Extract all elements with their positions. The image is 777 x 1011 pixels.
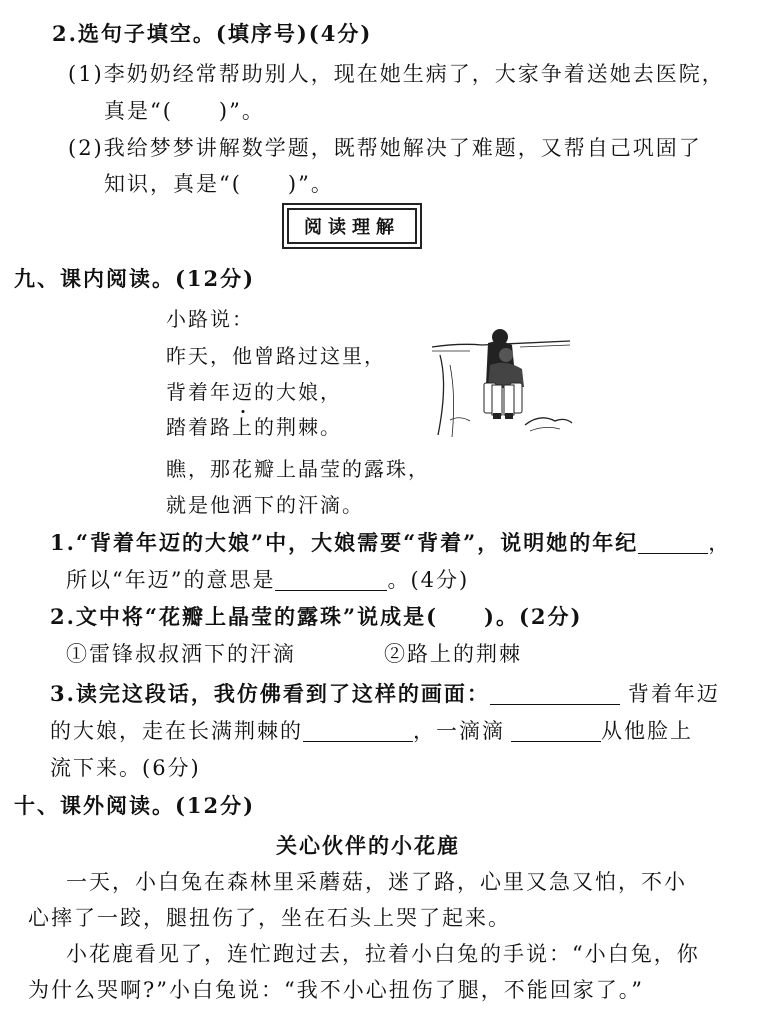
- story-p1-line1: 一天，小白兔在森林里采蘑菇，迷了路，心里又急又怕，不小: [66, 870, 687, 894]
- poem-line-4: 踏着路上的荆棘。: [166, 415, 342, 439]
- answer-blank[interactable]: [275, 570, 387, 591]
- answer-blank[interactable]: [638, 533, 708, 554]
- section-9-q3-text-4: ，一滴滴: [413, 719, 505, 743]
- question-2-item2-line1: (2)我给梦梦讲解数学题，既帮她解决了难题，又帮自己巩固了: [68, 136, 702, 160]
- poem-line-6: 就是他洒下的汗滴。: [166, 493, 364, 517]
- story-title: 关心伙伴的小花鹿: [276, 834, 460, 858]
- section-9-q2: 2.文中将“花瓣上晶莹的露珠”说成是( )。(2分): [50, 604, 583, 629]
- section-9-heading: 九、课内阅读。(12分): [14, 266, 256, 291]
- section-9-q1-line1: [50, 527, 731, 557]
- reading-comprehension-banner: 阅读理解: [282, 203, 422, 249]
- question-2-item1-line1: (1)李奶奶经常帮助别人，现在她生病了，大家争着送她去医院，: [68, 62, 725, 86]
- poem-emphasized-word: 迈: [232, 376, 254, 405]
- section-9-q3-text: 3.读完这段话，我仿佛看到了这样的画面：: [50, 681, 490, 706]
- answer-blank[interactable]: [490, 684, 620, 705]
- question-2-item2-line2: 知识，真是“( )”。: [104, 172, 334, 196]
- section-9-q3-text-5: 从他脸上: [601, 719, 693, 743]
- poem-line-3: [166, 376, 342, 405]
- question-2-title: 2.选句子填空。(填序号)(4分): [52, 21, 373, 46]
- poem-line-1: 小路说：: [166, 307, 254, 331]
- section-9-q1-meaning-text: 所以“年迈”的意思是: [66, 568, 276, 592]
- answer-blank[interactable]: [511, 721, 601, 742]
- story-p2-line1: 小花鹿看见了，连忙跑过去，拉着小白兔的手说：“小白兔，你: [66, 942, 700, 966]
- section-9-q1-comma: ，: [708, 531, 732, 555]
- section-9-q3-line3: 流下来。(6分): [50, 756, 201, 780]
- poem-line-3-end: 的大娘，: [254, 380, 342, 404]
- section-10-heading: 十、课外阅读。(12分): [14, 793, 256, 818]
- poem-line-3-start: 背着年: [166, 380, 232, 404]
- story-p2-line2: 为什么哭啊?”小白兔说：“我不小心扭伤了腿，不能回家了。”: [28, 978, 644, 1002]
- section-9-q1-line2: [66, 564, 469, 594]
- poem-line-2: 昨天，他曾路过这里，: [166, 344, 386, 368]
- answer-blank[interactable]: [303, 721, 413, 742]
- section-9-q1-text: 1.“背着年迈的大娘”中，大娘需要“背着”，说明她的年纪: [50, 530, 639, 555]
- section-9-q3-text-3: 的大娘，走在长满荆棘的: [50, 719, 303, 743]
- poem-line-5: 瞧，那花瓣上晶莹的露珠，: [166, 457, 430, 481]
- section-9-q3-line1: [50, 678, 720, 708]
- question-2-item1-line2: 真是“( )”。: [104, 99, 265, 123]
- section-9-q2-option-1: ①雷锋叔叔洒下的汗滴: [66, 642, 296, 666]
- section-9-q3-line2: [50, 715, 693, 745]
- man-carrying-grandma-illustration: [430, 325, 575, 440]
- story-p1-line2: 心摔了一跤，腿扭伤了，坐在石头上哭了起来。: [28, 906, 511, 930]
- section-9-q2-option-2: ②路上的荆棘: [384, 642, 522, 666]
- section-9-q3-text-2: 背着年迈: [627, 682, 720, 706]
- section-9-q1-score: 。(4分): [387, 568, 470, 592]
